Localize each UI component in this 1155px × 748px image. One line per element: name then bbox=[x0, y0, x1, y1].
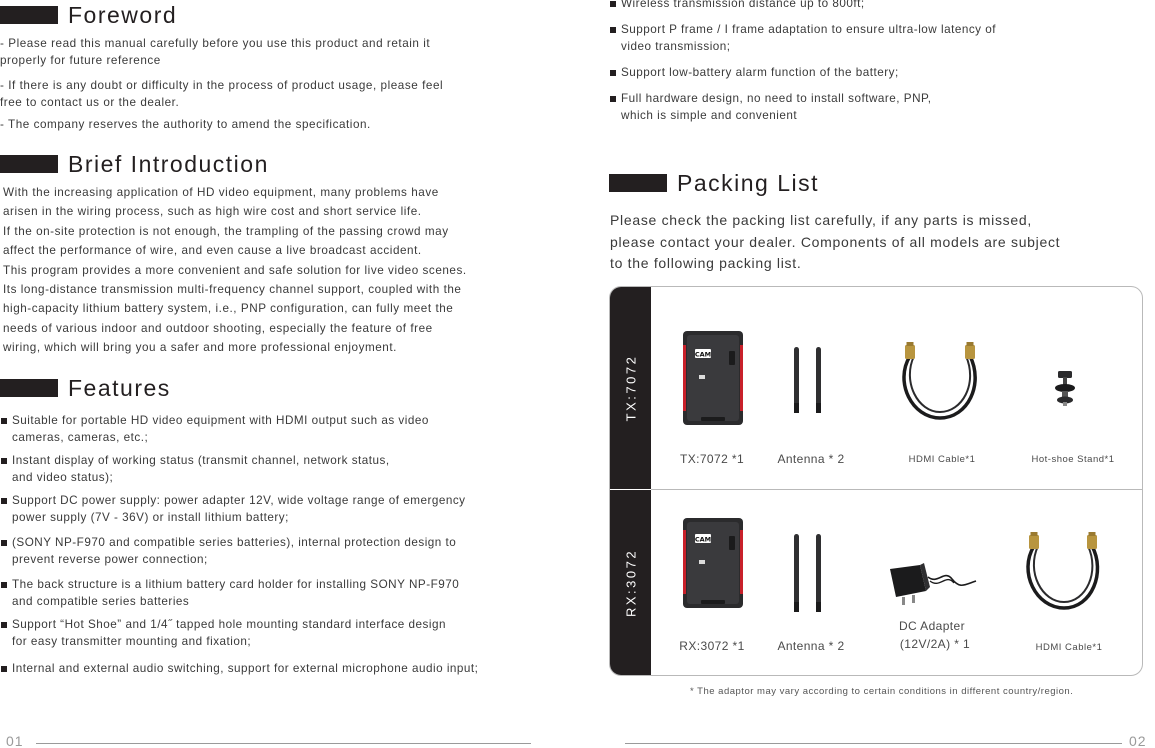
packing-intro-line: to the following packing list. bbox=[610, 255, 802, 271]
rx-side-band bbox=[610, 490, 651, 676]
tx-hdmi-cable-image bbox=[898, 342, 984, 424]
intro-line: needs of various indoor and outdoor shooting, especially the feature of free bbox=[3, 321, 433, 335]
footer-rule-right bbox=[625, 743, 1122, 744]
tx-antenna-image bbox=[790, 345, 826, 415]
packing-table bbox=[609, 286, 1143, 676]
page-number-right: 02 bbox=[1129, 733, 1147, 748]
foreword-heading bbox=[0, 0, 177, 30]
intro-text bbox=[3, 183, 467, 358]
tx-side-band bbox=[610, 287, 651, 489]
intro-line: With the increasing application of HD video equipment, many problems have bbox=[3, 186, 439, 199]
heading-bar bbox=[0, 379, 58, 397]
rx-device-caption: RX:3072 *1 bbox=[679, 639, 745, 653]
packing-title: Packing List bbox=[677, 169, 820, 196]
rx-device-image bbox=[681, 516, 745, 610]
rx-antenna-image bbox=[790, 532, 826, 614]
foreword-line: free to contact us or the dealer. bbox=[0, 96, 180, 109]
packing-intro bbox=[610, 210, 1060, 275]
page-number-left: 01 bbox=[6, 733, 24, 748]
heading-bar bbox=[0, 155, 58, 173]
features-title: Features bbox=[68, 374, 171, 401]
feature-item: Support P frame / I frame adaptation to ensure ultra-low latency of video transmission; bbox=[610, 21, 996, 55]
intro-title: Brief Introduction bbox=[68, 150, 269, 177]
intro-line: high-capacity lithium battery system, i.e., PNP configuration, can fully meet the bbox=[3, 302, 454, 316]
device-logo-text: CAM bbox=[694, 535, 712, 544]
heading-bar bbox=[0, 6, 58, 24]
dc-adapter-caption: DC Adapter bbox=[898, 619, 966, 633]
foreword-line: - The company reserves the authority to amend the specification. bbox=[0, 118, 371, 131]
foreword-line: properly for future reference bbox=[0, 54, 161, 67]
footer-rule-left bbox=[36, 743, 531, 744]
tx-device-image bbox=[681, 329, 745, 427]
packing-heading bbox=[609, 168, 819, 198]
rx-hdmi-caption: HDMI Cable*1 bbox=[1035, 642, 1103, 653]
intro-line: If the on-site protection is not enough, the trampling of the passing crowd may bbox=[3, 224, 449, 238]
packing-footnote: * The adaptor may vary according to certain conditions in different country/region. bbox=[690, 686, 1074, 697]
dc-adapter-spec-caption: (12V/2A) * 1 bbox=[899, 637, 971, 651]
intro-line: affect the performance of wire, and even cause a live broadcast accident. bbox=[3, 244, 422, 258]
feature-item: (SONY NP-F970 and compatible series batteries), internal protection design to prevent reverse power connection; bbox=[1, 534, 478, 568]
rx-model-label: RX:3072 bbox=[623, 548, 638, 618]
feature-item: Wireless transmission distance up to 800ft; bbox=[610, 0, 996, 12]
intro-line: arisen in the wiring process, such as high wire cost and short service life. bbox=[3, 205, 422, 219]
packing-intro-line: please contact your dealer. Components of all models are subject bbox=[610, 233, 1061, 250]
feature-item: The back structure is a lithium battery card holder for installing SONY NP-F970 and compatible series batteries bbox=[1, 576, 478, 610]
intro-line: This program provides a more convenient and safe solution for live video scenes. bbox=[3, 263, 467, 277]
foreword-line: - Please read this manual carefully before you use this product and retain it bbox=[0, 37, 431, 50]
feature-item: Full hardware design, no need to install software, PNP, which is simple and convenient bbox=[610, 90, 996, 124]
tx-model-label: TX:7072 bbox=[623, 354, 638, 422]
hot-shoe-stand-image bbox=[1054, 369, 1076, 407]
foreword-text bbox=[0, 35, 443, 133]
foreword-title: Foreword bbox=[68, 1, 178, 28]
feature-item: Suitable for portable HD video equipment with HDMI output such as video cameras, cameras, etc.; bbox=[1, 412, 478, 446]
tx-hdmi-caption: HDMI Cable*1 bbox=[908, 454, 976, 465]
features-list-continued bbox=[610, 0, 996, 124]
foreword-line: - If there is any doubt or difficulty in the process of product usage, please feel bbox=[0, 79, 444, 92]
tx-antenna-caption: Antenna * 2 bbox=[777, 452, 845, 466]
tx-device-caption: TX:7072 *1 bbox=[679, 452, 745, 466]
feature-item: Support “Hot Shoe” and 1/4˝ tapped hole mounting standard interface design for easy transmitter mounting and fixation; bbox=[1, 616, 478, 650]
features-list bbox=[1, 412, 478, 677]
feature-item: Internal and external audio switching, support for external microphone audio input; bbox=[1, 660, 478, 677]
intro-line: Its long-distance transmission multi-frequency channel support, coupled with the bbox=[3, 283, 462, 297]
dc-adapter-image bbox=[886, 555, 978, 607]
packing-row-divider bbox=[651, 489, 1142, 490]
rx-hdmi-cable-image bbox=[1022, 530, 1106, 614]
intro-heading bbox=[0, 149, 269, 179]
hot-shoe-caption: Hot-shoe Stand*1 bbox=[1031, 454, 1115, 465]
rx-antenna-caption: Antenna * 2 bbox=[777, 639, 845, 653]
packing-intro-line: Please check the packing list carefully, if any parts is missed, bbox=[610, 212, 1032, 228]
feature-item: Support low-battery alarm function of the battery; bbox=[610, 64, 996, 81]
heading-bar bbox=[609, 174, 667, 192]
feature-item: Support DC power supply: power adapter 12V, wide voltage range of emergency power supply (7V - 36V) or install lithium battery; bbox=[1, 492, 478, 526]
device-logo-text: CAM bbox=[694, 350, 712, 359]
intro-line: wiring, which will bring you a safer and more professional enjoyment. bbox=[3, 341, 397, 355]
features-heading bbox=[0, 373, 171, 403]
feature-item: Instant display of working status (transmit channel, network status, and video status); bbox=[1, 452, 478, 486]
